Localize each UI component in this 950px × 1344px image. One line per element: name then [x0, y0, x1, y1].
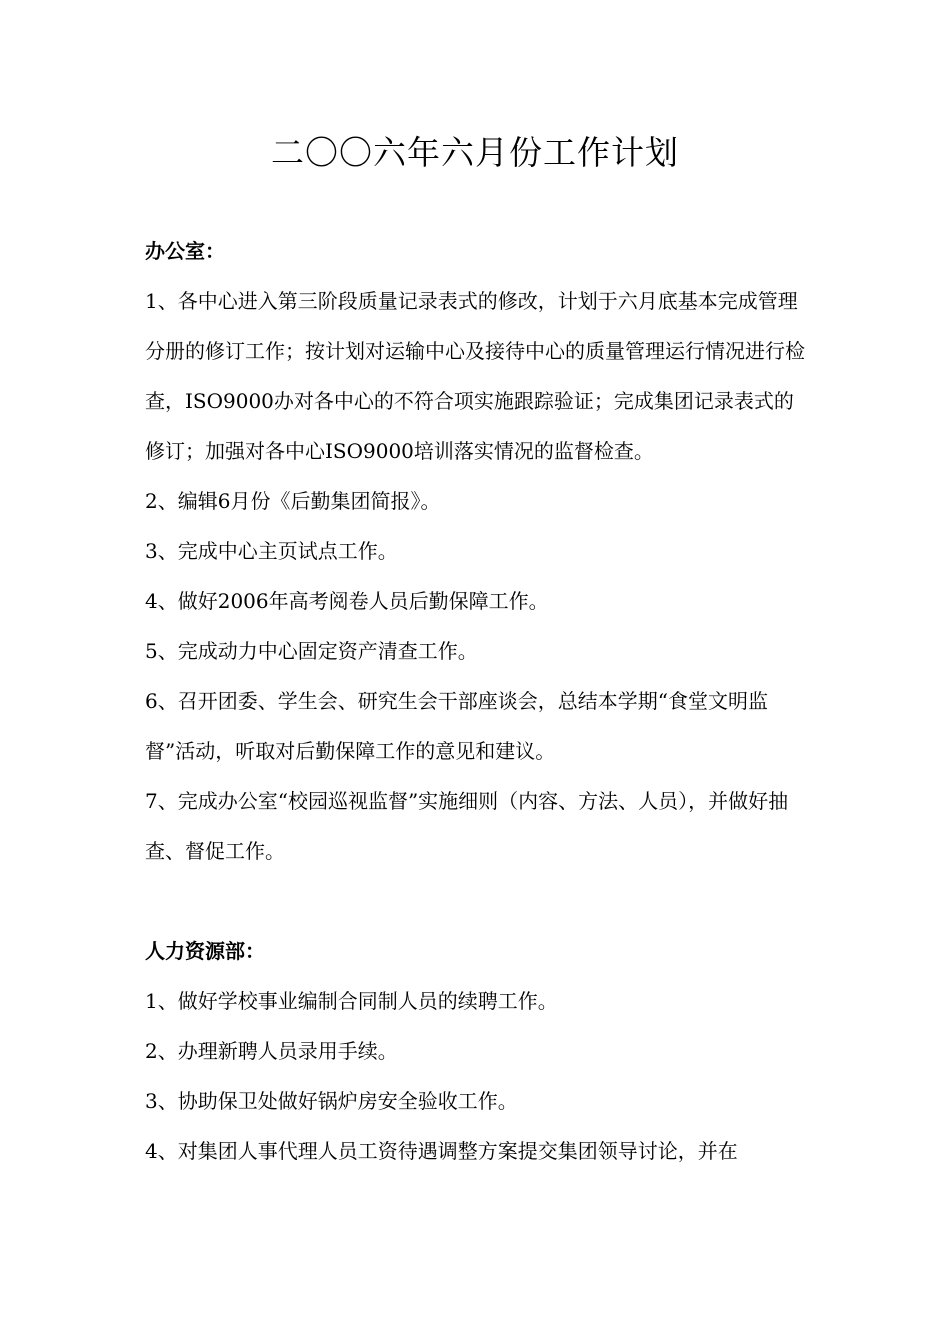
- section-hr: [145, 926, 807, 1176]
- office-item-7: 7、完成办公室“校园巡视监督”实施细则（内容、方法、人员），并做好抽查、督促工作。: [145, 789, 789, 863]
- document-title: 二〇〇六年六月份工作计划: [271, 133, 679, 172]
- hr-item-4: 4、对集团人事代理人员工资待遇调整方案提交集团领导讨论，并在: [145, 1139, 738, 1163]
- section-spacer: [145, 876, 807, 926]
- office-item-3: 3、完成中心主页试点工作。: [145, 539, 398, 563]
- office-item-2: 2、编辑6月份《后勤集团简报》。: [145, 489, 441, 513]
- office-item-6: 6、召开团委、学生会、研究生会干部座谈会，总结本学期“食堂文明监督”活动，听取对后勤保障工作的意见和建议。: [145, 689, 768, 763]
- document-body: [145, 226, 807, 1176]
- hr-item-2: 2、办理新聘人员录用手续。: [145, 1039, 398, 1063]
- hr-item-1: 1、做好学校事业编制合同制人员的续聘工作。: [145, 989, 558, 1013]
- office-item-5: 5、完成动力中心固定资产清查工作。: [145, 639, 478, 663]
- section-heading-hr: 人力资源部：: [145, 939, 265, 963]
- office-item-1: 1、各中心进入第三阶段质量记录表式的修改，计划于六月底基本完成管理分册的修订工作；按计划对运输中心及接待中心的质量管理运行情况进行检查，ISO9000办对各中心的不符合项实施跟踪验证；完成集团记录表式的修订；加强对各中心ISO9000培训落实情况的监督检查。: [145, 289, 805, 463]
- section-heading-office: 办公室：: [145, 239, 225, 263]
- section-office: [145, 226, 807, 876]
- hr-item-3: 3、协助保卫处做好锅炉房安全验收工作。: [145, 1089, 518, 1113]
- office-item-4: 4、做好2006年高考阅卷人员后勤保障工作。: [145, 589, 549, 613]
